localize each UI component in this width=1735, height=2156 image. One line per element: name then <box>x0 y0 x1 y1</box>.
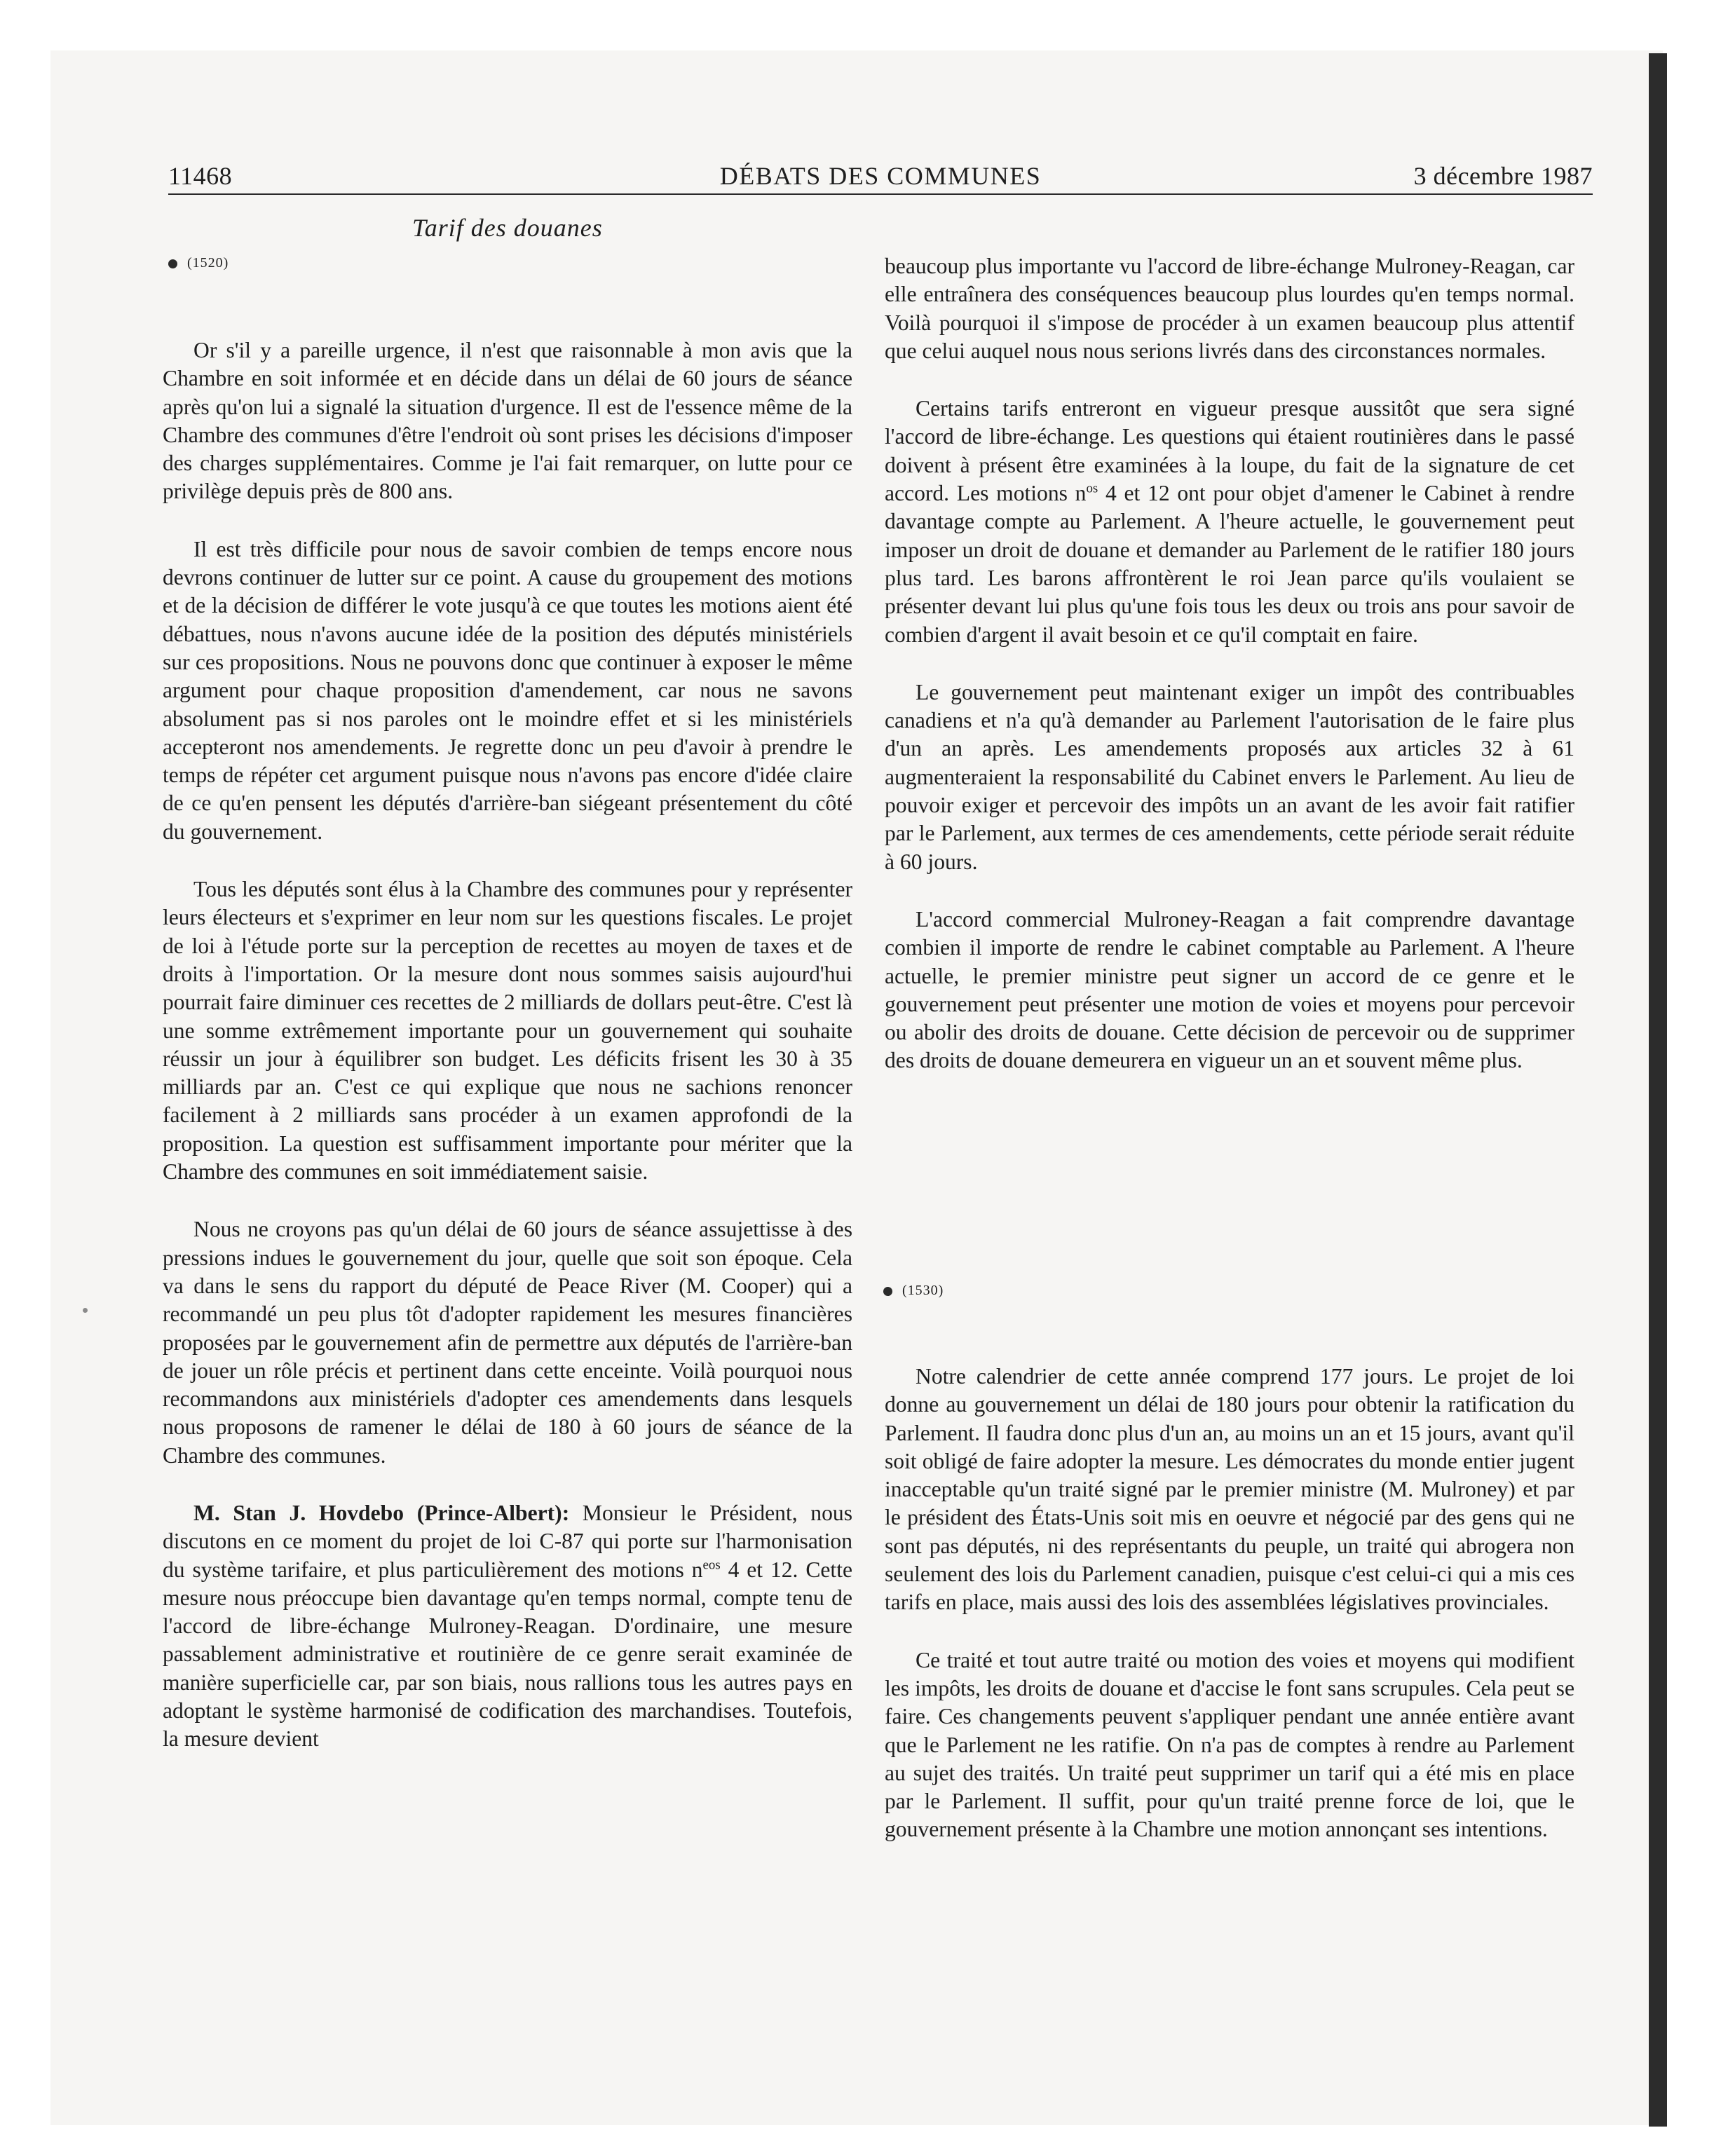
right-column <box>885 252 1574 1105</box>
time-marker-label: (1520) <box>187 255 229 271</box>
time-marker <box>168 255 229 271</box>
page-number: 11468 <box>168 162 233 190</box>
publication-title: DÉBATS DES COMMUNES <box>719 162 1042 190</box>
paragraph: Nous ne croyons pas qu'un délai de 60 jours de séance assujettisse à des pressions indues le gouvernement du jour, quelle que soit son époque. Cela va dans le sens du rapport du député de Peace River (M. Cooper) qui a recommandé un peu plus tôt d'adopter rapidement les mesures financières proposées par le gouvernement afin de permettre aux députés de l'arrière-ban de jouer un rôle précis et pertinent dans cette enceinte. Voilà pourquoi nous recommandons aux ministériels d'adopter ces amendements dans lesquels nous proposons de ramener le délai de 180 à 60 jours de séance de la Chambre des communes. <box>163 1217 852 1468</box>
paragraph: Ce traité et tout autre traité ou motion des voies et moyens qui modifient les impôts, les droits de douane et d'accise le font sans scrupules. Cela peut se faire. Ces changements peuvent s'appliquer pendant une année entière avant que le Parlement ne les ratifie. On n'a pas de comptes à rendre au Parlement au sujet des traités. Un traité peut supprimer un tarif qui a été mis en place par le Parlement. Il suffit, pour qu'un traité prenne force de loi, que le gouvernement présente à la Chambre une motion annonçant ses intentions. <box>885 1647 1574 1842</box>
paragraph: Tous les députés sont élus à la Chambre des communes pour y représenter leurs électeurs et s'exprimer en leur nom sur les questions fiscales. Le projet de loi à l'étude porte sur la perception de recettes au moyen de taxes et de droits à l'importation. Or la mesure dont nous sommes saisis aujourd'hui pourrait faire diminuer ces recettes de 2 milliards de dollars peut-être. C'est là une somme extrêmement importante pour un gouvernement qui souhaite réussir un jour à équilibrer son budget. Les déficits frisent les 30 à 35 milliards par an. C'est ce qui explique que nous ne sachions renoncer facilement à 2 milliards sans procéder à un examen approfondi de la proposition. La question est suffisamment importante pour mériter que la Chambre des communes en soit immédiatement saisie. <box>163 877 852 1185</box>
speech-paragraph <box>163 1499 852 1754</box>
right-column-lower <box>885 1363 1574 1874</box>
section-title: Tarif des douanes <box>412 214 603 242</box>
paragraph: Or s'il y a pareille urgence, il n'est que raisonnable à mon avis que la Chambre en soit informée et en décide dans un délai de 60 jours de séance après qu'on lui a signalé la situation d'urgence. Il est de l'essence même de la Chambre des communes d'être l'endroit où sont prises les décisions d'imposer des charges supplémentaires. Comme je l'ai fait remarquer, on lutte pour ce privilège depuis près de 800 ans. <box>163 338 852 504</box>
header-rule <box>168 193 1593 195</box>
bullet-icon <box>883 1287 892 1296</box>
bullet-icon <box>168 259 177 268</box>
time-marker-label: (1530) <box>902 1283 944 1298</box>
paragraph-text: Certains tarifs entreront en vigueur presque aussitôt que sera signé l'accord de libre-échange. Les questions qui étaient routinières dans le passé doivent à présent être examinées à la loupe, du fait de la signature de cet accord. Les motions n <box>885 396 1574 506</box>
paragraph: L'accord commercial Mulroney-Reagan a fait comprendre davantage combien il importe de rendre le cabinet comptable au Parlement. A l'heure actuelle, le premier ministre peut signer un accord de ce genre et le gouvernement peut présenter une motion de voies et moyens pour percevoir ou abolir des droits de douane. Cette décision de percevoir ou de supprimer des droits de douane demeurera en vigueur un an et souvent même plus. <box>885 906 1574 1073</box>
superscript: eos <box>702 1557 721 1573</box>
paragraph: Il est très difficile pour nous de savoir combien de temps encore nous devrons continuer de lutter sur ce point. A cause du groupement des motions et de la décision de différer le vote jusqu'à ce que toutes les motions aient été débattues, nous n'avons aucune idée de la position des députés ministériels sur ces propositions. Nous ne pouvons donc que continuer à exposer le même argument pour chaque proposition d'amendement, car nous ne savons absolument pas si nos paroles ont le moindre effet et si les ministériels accepteront nos amendements. Je regrette donc un peu d'avoir à prendre le temps de répéter cet argument puisque nous n'avons pas encore d'idée claire de ce qu'en pensent les députés d'arrière-ban siégeant présentement du côté du gouvernement. <box>163 536 852 844</box>
paragraph: Notre calendrier de cette année comprend 177 jours. Le projet de loi donne au gouvernement un délai de 180 jours pour obtenir la ratification du Parlement. Il faudra donc plus d'un an, au moins un an et 15 jours, avant qu'il soit obligé de faire adopter la mesure. Les démocrates du monde entier jugent inacceptable qu'un traité signé par le premier ministre (M. Mulroney) et par le président des États-Unis soit mis en oeuvre et négocié par des gens qui ne sont pas députés, ni des représentants du peuple, un traité qui abrogera non seulement des lois du Parlement canadien, puisque c'est celui-ci qui a mis ces tarifs en place, mais aussi des lois des assemblées législatives provinciales. <box>885 1364 1574 1615</box>
paragraph <box>885 395 1574 649</box>
speech-text: Monsieur le Président, nous discutons en ce moment du projet de loi C-87 qui porte sur l'harmonisation du système tarifaire, et plus particulièrement des motions n <box>163 1500 852 1582</box>
left-column <box>163 336 852 1783</box>
time-marker <box>883 1283 944 1299</box>
speaker-name: M. Stan J. Hovdebo (Prince-Albert): <box>193 1500 570 1525</box>
page-header <box>168 160 1593 198</box>
scan-speck <box>83 1308 88 1313</box>
paragraph: Le gouvernement peut maintenant exiger un impôt des contribuables canadiens et n'a qu'à demander au Parlement l'autorisation de le faire plus d'un an après. Les amendements proposés aux articles 32 à 61 augmenteraient la responsabilité du Cabinet envers le Parlement. Au lieu de pouvoir exiger et percevoir des impôts un an avant de les avoir fait ratifier par le Parlement, aux termes de ces amendements, cette période serait réduite à 60 jours. <box>885 679 1574 874</box>
page-date: 3 décembre 1987 <box>1413 162 1593 190</box>
paragraph-continued: beaucoup plus importante vu l'accord de libre-échange Mulroney-Reagan, car elle entraînera des conséquences beaucoup plus lourdes qu'en temps normal. Voilà pourquoi il s'impose de procéder à un examen beaucoup plus attentif que celui auquel nous nous serions livrés dans des circonstances normales. <box>885 254 1574 363</box>
speech-text-cont: 4 et 12. Cette mesure nous préoccupe bien davantage qu'en temps normal, compte tenu de l'accord de libre-échange Mulroney-Reagan. D'ordinaire, une mesure passablement administrative et routinière de ce genre serait examinée de manière superficielle car, par son biais, nous rallions tous les autres pays en adoptant le système harmonisé de codification des marchandises. Toutefois, la mesure devient <box>163 1557 853 1752</box>
scan-edge-bar <box>1649 53 1667 2127</box>
paragraph-text-cont: 4 et 12 ont pour objet d'amener le Cabinet à rendre davantage compte au Parlement. A l'heure actuelle, le gouvernement peut imposer un droit de douane et demander au Parlement de le ratifier 180 jours plus tard. Les barons affrontèrent le roi Jean parce qu'ils voulaient se présenter devant lui plus qu'une fois tous les deux ou trois ans pour savoir de combien d'argent il avait besoin et ce qu'il comptait en faire. <box>885 481 1574 647</box>
superscript: os <box>1086 481 1098 496</box>
